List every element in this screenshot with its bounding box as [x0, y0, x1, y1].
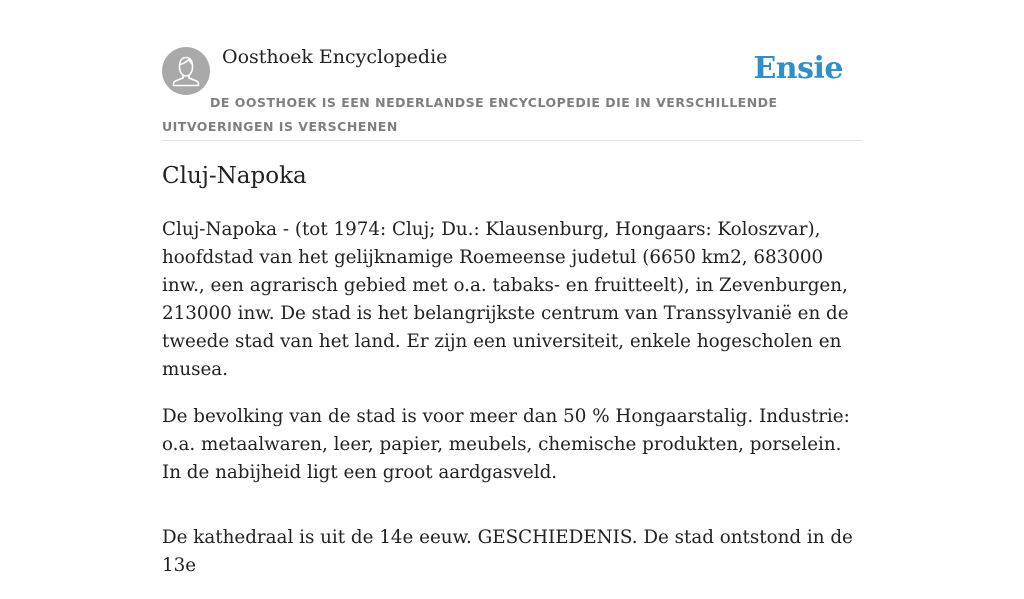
site-header	[162, 47, 862, 141]
brand-logo[interactable]: Ensie	[753, 51, 843, 86]
site-tagline: DE OOSTHOEK IS EEN NEDERLANDSE ENCYCLOPEDIE DIE IN VERSCHILLENDE UITVOERINGEN IS VERSCHENEN	[162, 95, 778, 134]
page-title: Cluj-Napoka	[162, 163, 307, 189]
article-paragraph: Cluj-Napoka - (tot 1974: Cluj; Du.: Klausenburg, Hongaars: Koloszvar), hoofdstad van het gelijknamige Roemeense judetul (6650 km2, 683000 inw., een agrarisch gebied met o.a. tabaks- en fruitteelt), in Zevenburgen, 213000 inw. De stad is het belangrijkste centrum van Transsylvanië en de tweede stad van het land. Er zijn een universiteit, enkele hogescholen en musea.	[162, 219, 849, 380]
article-body	[162, 216, 862, 599]
site-name-link[interactable]: Oosthoek Encyclopedie	[222, 46, 448, 68]
user-icon	[162, 47, 210, 95]
avatar[interactable]	[162, 47, 210, 95]
article-paragraph: De kathedraal is uit de 14e eeuw. GESCHIEDENIS. De stad ontstond in de 13e	[162, 527, 853, 576]
article-paragraph: De bevolking van de stad is voor meer dan 50 % Hongaarstalig. Industrie: o.a. metaalwaren, leer, papier, meubels, chemische produkten, porselein. In de nabijheid ligt een groot aardgasveld.	[162, 406, 850, 483]
